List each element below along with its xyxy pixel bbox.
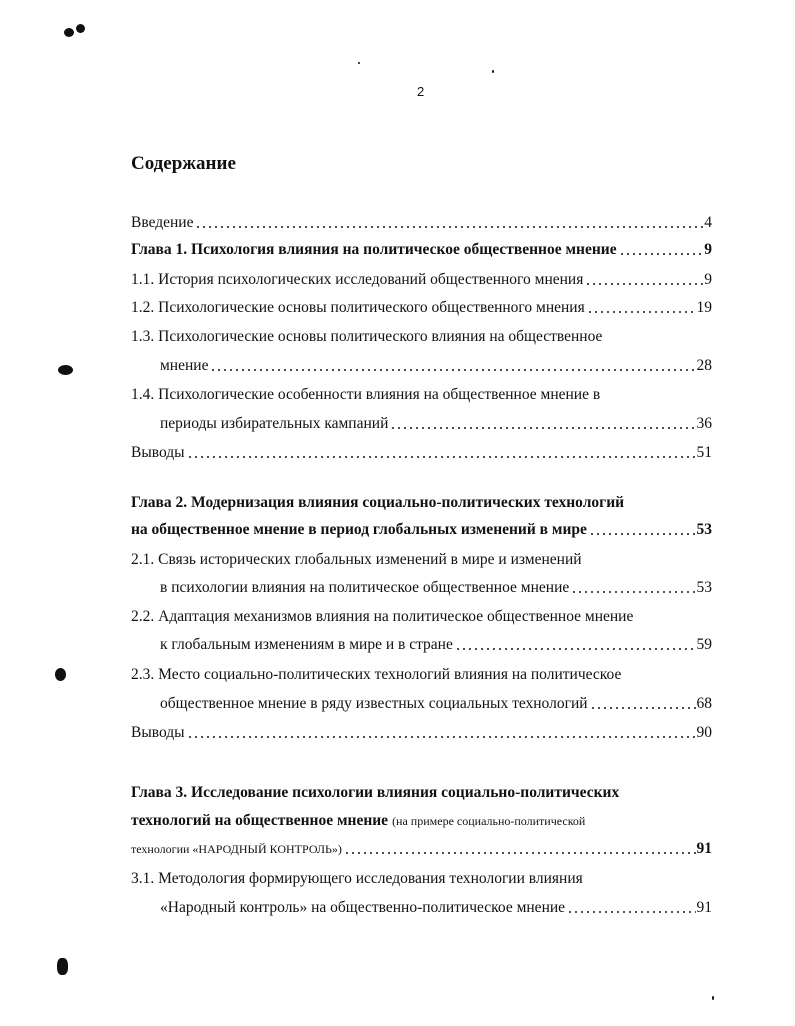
toc-entry-text: в психологии влияния на политическое общественное мнение xyxy=(160,579,570,596)
toc-entry xyxy=(160,577,712,599)
toc-entry-continued xyxy=(131,492,712,514)
leader-dots xyxy=(195,225,703,229)
toc-entry-text: Введение xyxy=(131,214,194,231)
leader-dots xyxy=(455,647,696,651)
toc-entry xyxy=(131,239,712,261)
toc-entry xyxy=(160,693,712,715)
leader-dots xyxy=(390,426,695,430)
toc-entry-text: Глава 1. Психология влияния на политическое общественное мнение xyxy=(131,241,617,258)
leader-dots xyxy=(187,455,696,459)
toc-entry-text: технологий на общественное мнение xyxy=(131,812,389,829)
toc-entry-text: Глава 2. Модернизация влияния социально-политических технологий xyxy=(131,494,625,511)
toc-entry xyxy=(160,413,712,435)
scan-speck xyxy=(64,28,74,37)
toc-entry-continued xyxy=(131,782,712,804)
toc-entry-continued xyxy=(131,664,712,686)
toc-entry-text: 3.1. Методология формирующего исследования технологии влияния xyxy=(131,870,583,887)
leader-dots xyxy=(589,532,696,536)
toc-entry-continued xyxy=(131,868,712,890)
leader-dots xyxy=(344,851,696,855)
toc-entry-text: 2.1. Связь исторических глобальных изменений в мире и изменений xyxy=(131,551,582,568)
scan-speck xyxy=(492,70,494,73)
scan-speck xyxy=(55,668,66,681)
toc-page-number: 53 xyxy=(696,579,712,596)
toc-page-number: 36 xyxy=(696,415,712,432)
toc-entry-text: 1.1. История психологических исследований общественного мнения xyxy=(131,271,584,288)
leader-dots xyxy=(571,590,695,594)
toc-entry-continued xyxy=(131,810,712,832)
toc-entry-text: 1.4. Психологические особенности влияния на общественное мнение в xyxy=(131,386,601,403)
toc-entry-text: «Народный контроль» на общественно-политическое мнение xyxy=(160,899,566,916)
scan-speck xyxy=(358,62,360,64)
leader-dots xyxy=(210,368,695,372)
toc-entry-text: 2.2. Адаптация механизмов влияния на политическое общественное мнение xyxy=(131,608,634,625)
toc-entry xyxy=(131,297,712,319)
toc-entry xyxy=(131,212,712,234)
toc-page-number: 91 xyxy=(696,899,712,916)
leader-dots xyxy=(567,910,695,914)
toc-entry-text: к глобальным изменениям в мире и в стране xyxy=(160,636,453,653)
toc-entry xyxy=(160,355,712,377)
toc-page-number: 19 xyxy=(696,299,712,316)
scan-speck xyxy=(712,996,714,1000)
toc-page-number: 4 xyxy=(704,214,712,231)
toc-page-number: 59 xyxy=(696,636,712,653)
toc-page-number: 91 xyxy=(696,840,712,857)
toc-entry-text: общественное мнение в ряду известных социальных технологий xyxy=(160,695,588,712)
toc-page-number: 51 xyxy=(696,444,712,461)
leader-dots xyxy=(590,706,696,710)
toc-entry-continued xyxy=(131,384,712,406)
toc-entry-text: 2.3. Место социально-политических технологий влияния на политическое xyxy=(131,666,622,683)
scan-speck xyxy=(76,24,85,33)
toc-page-number: 68 xyxy=(696,695,712,712)
toc-entry xyxy=(131,442,712,464)
toc-entry-continued xyxy=(131,606,712,628)
toc-entry-text: 1.2. Психологические основы политического общественного мнения xyxy=(131,299,585,316)
leader-dots xyxy=(187,735,696,739)
toc-entry-text: Выводы xyxy=(131,724,185,741)
toc-entry-text: на общественное мнение в период глобальных изменений в мире xyxy=(131,521,587,538)
toc-page-number: 9 xyxy=(704,271,712,288)
toc-entry-continued xyxy=(131,326,712,348)
toc-page-number: 53 xyxy=(696,521,712,538)
toc-entry xyxy=(131,269,712,291)
toc-entry-note: (на примере социально-политической xyxy=(392,814,586,828)
toc-page-number: 28 xyxy=(696,357,712,374)
toc-entry-continued xyxy=(131,549,712,571)
toc-entry xyxy=(131,722,712,744)
toc-entry-text: периоды избирательных кампаний xyxy=(160,415,389,432)
toc-title: Содержание xyxy=(131,153,236,174)
scan-speck xyxy=(58,365,73,375)
toc-page-number: 9 xyxy=(704,241,712,258)
toc-entry xyxy=(160,897,712,919)
toc-entry-text: 1.3. Психологические основы политического влияния на общественное xyxy=(131,328,603,345)
toc-entry-text: Глава 3. Исследование психологии влияния социально-политических xyxy=(131,784,620,801)
leader-dots xyxy=(585,282,703,286)
scan-speck xyxy=(57,958,68,975)
toc-entry xyxy=(131,838,712,860)
leader-dots xyxy=(619,252,704,256)
toc-entry-text: мнение xyxy=(160,357,209,374)
toc-entry xyxy=(160,634,712,656)
page-number: 2 xyxy=(417,84,425,99)
toc-entry xyxy=(131,519,712,541)
leader-dots xyxy=(587,310,696,314)
toc-page-number: 90 xyxy=(696,724,712,741)
toc-entry-text: Выводы xyxy=(131,444,185,461)
toc-entry-note: технологии «НАРОДНЫЙ КОНТРОЛЬ») xyxy=(131,842,342,856)
